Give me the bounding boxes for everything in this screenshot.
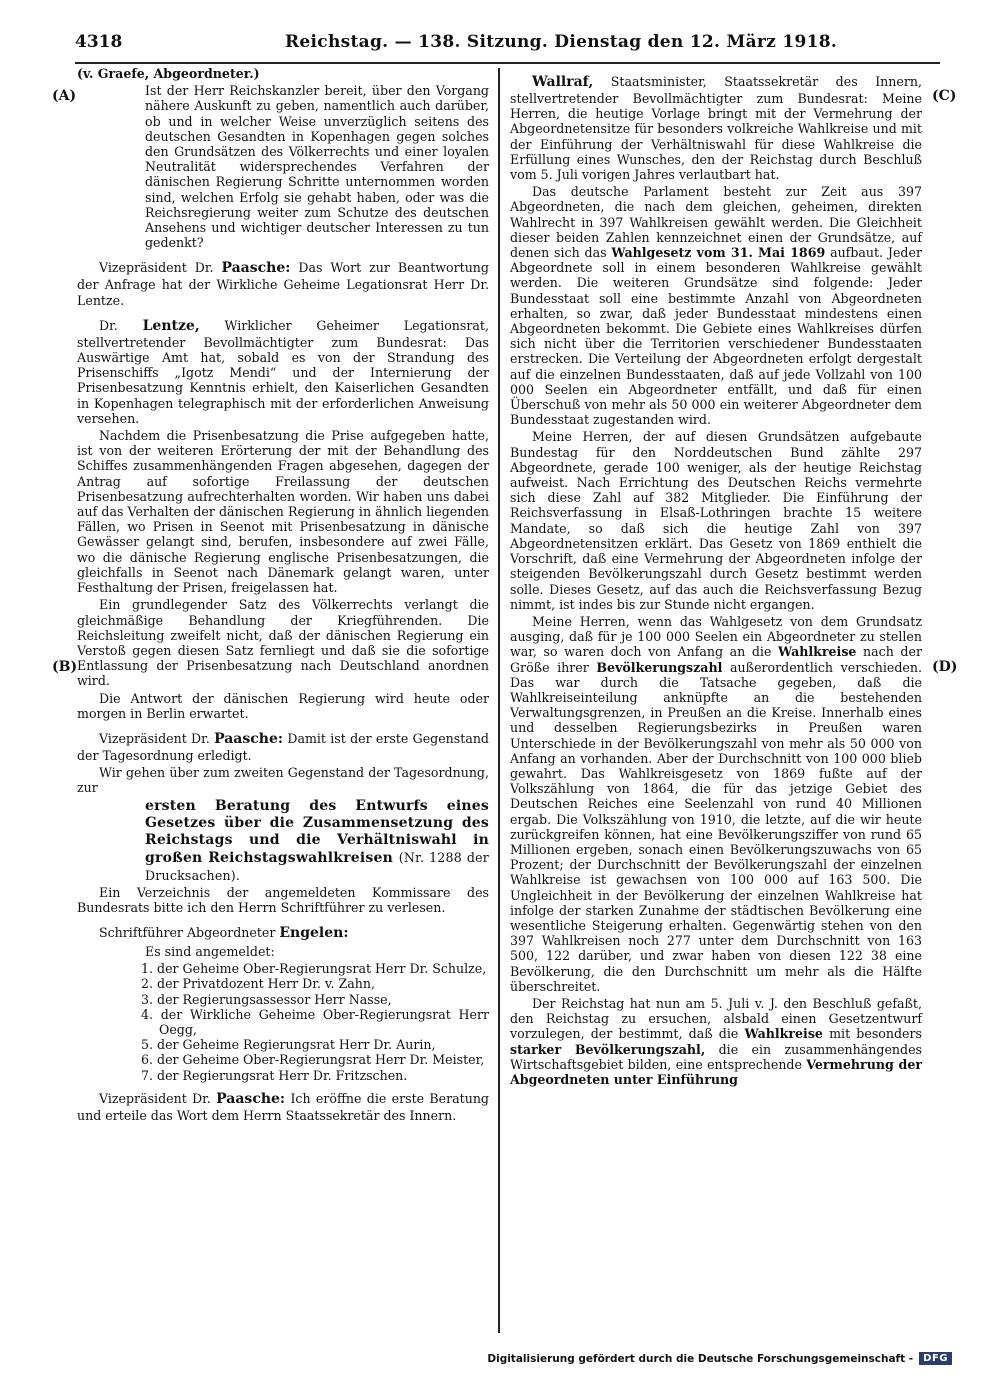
dfg-logo: DFG <box>919 1352 952 1365</box>
list-item: 6. der Geheime Ober-Regierungsrat Herr Dr. Meister, <box>141 1052 485 1068</box>
vp1-paragraph: Vizepräsident Dr. Paasche: Das Wort zur Beantwortung der Anfrage hat der Wirkliche Geheime Legationsrat Herr Dr. Lentze. <box>77 260 489 308</box>
page-number: 4318 <box>75 32 123 52</box>
right-paragraph-5: Der Reichstag hat nun am 5. Juli v. J. den Beschluß gefaßt, den Reichstag zu ersuchen, alsbald einen Gesetzentwurf vorzulegen, der bestimmt, daß die Wahlkreise mit besonders starker Bevölkerungszahl, die ein zusammenhängendes Wirtschaftsgebiet bilden, eine entsprechende Vermehrung der Abgeordneten unter Einführung <box>510 995 922 1087</box>
schriftfuehrer-paragraph: Schriftführer Abgeordneter Engelen: <box>99 924 349 941</box>
speaker-name: Engelen: <box>279 924 349 941</box>
vp3-paragraph: Vizepräsident Dr. Paasche: Ich eröffne die erste Beratung und erteile das Wort dem Herrn Staatssekretär des Innern. <box>77 1090 489 1123</box>
margin-mark-d: (D) <box>932 659 958 675</box>
vp2-paragraph-2: Wir gehen über zum zweiten Gegenstand der Tagesordnung, zur <box>77 765 489 796</box>
lentze-paragraph-4: Die Antwort der dänischen Regierung wird heute oder morgen in Berlin erwartet. <box>77 690 489 721</box>
left-column <box>77 66 489 1125</box>
margin-mark-a: (A) <box>52 88 77 104</box>
page-header <box>75 32 940 60</box>
margin-mark-c: (C) <box>932 88 957 104</box>
right-paragraph-3: Meine Herren, der auf diesen Grundsätzen aufgebaute Bundestag für den Norddeutschen Bund zählte 297 Abgeordnete, gerade 100 weniger, als der heutige Reichstag aufweist. Nach Errichtung des Deutschen Reichs vermehrte sich diese Zahl auf 382 Mitglieder. Die Einführung der Reichsverfassung in Elsaß-Lothringen brachte 15 weitere Mandate, so daß sich die heutige Zahl von 397 Abgeordnetensitzen erklärt. Das Gesetz von 1869 enthielt die Vorschrift, daß eine Vermehrung der Abgeordneten infolge der steigenden Bevölkerungszahl durch Gesetz bestimmt werden solle. Dieses Gesetz, auf das auch die Reichsverfassung Bezug nimmt, ist indes bis zur Stunde nicht ergangen. <box>510 429 922 612</box>
list-item: 1. der Geheime Ober-Regierungsrat Herr Dr. Schulze, <box>141 961 487 977</box>
vp2-paragraph-3: Ein Verzeichnis der angemeldeten Kommissare des Bundesrats bitte ich den Herrn Schriftführer zu verlesen. <box>77 884 489 915</box>
right-column <box>510 74 922 1089</box>
running-title: Reichstag. — 138. Sitzung. Dienstag den 12. März 1918. <box>285 32 838 52</box>
speaker-name: Wallraf, <box>532 74 594 90</box>
margin-mark-b: (B) <box>52 659 78 675</box>
list-item: 4. der Wirkliche Geheime Ober-Regierungsrat Herr Oegg, <box>141 1006 489 1037</box>
lentze-paragraph-2: Nachdem die Prisenbesatzung die Prise aufgegeben hatte, ist von der weiteren Erörterung der mit der Behandlung des Schiffes zusammenhängenden Fragen abgesehen, dagegen der Antrag auf sofortige Freilassung der deutschen Prisenbesatzung aufrechterhalten worden. Wir haben uns dabei auf das Verhalten der dänischen Regierung in ähnlich liegenden Fällen, wo Prisen in Seenot mit Prisenbesatzung in dänische Gewässer gelangt sind, berufen, insbesondere auf zwei Fälle, wo die dänische Regierung englische Prisenbesatzungen, die gleichfalls in Seenot nach Dänemark gelangt waren, unter Festhaltung der Prisen, freigelassen hat. <box>77 428 489 596</box>
speaker-tag: (v. Graefe, Abgeordneter.) <box>77 66 260 81</box>
list-item: 5. der Geheime Regierungsrat Herr Dr. Aurin, <box>141 1037 436 1053</box>
speaker-name: Paasche: <box>221 260 291 277</box>
wallraf-paragraph: Wallraf, Staatsminister, Staatssekretär des Innern, stellvertretender Bevollmächtigter zum Bundesrat: Meine Herren, die heutige Vorlage bringt mit der Vermehrung der Abgeordnetensitze für besonders volkreiche Wahlkreise und mit der Einführung der Verhältniswahl für diese Wahlkreise die Erfüllung eines Wunsches, den der Reichstag durch Beschluß vom 5. Juli vorigen Jahres verlautbart hat. <box>510 74 922 183</box>
speaker-name: Paasche: <box>214 730 284 747</box>
sf-intro: Es sind angemeldet: <box>145 943 275 959</box>
list-item: 2. der Privatdozent Herr Dr. v. Zahn, <box>141 976 375 992</box>
speaker-name: Paasche: <box>216 1090 286 1107</box>
column-divider <box>498 68 500 1333</box>
footer-credit <box>487 1352 952 1365</box>
speaker-name: Lentze, <box>142 317 200 334</box>
agenda-title: ersten Beratung des Entwurfs eines Gesetzes über die Zusammensetzung des Reichstags und die Verhältniswahl in großen Reichstagswahlkreisen (Nr. 1288 der Drucksachen). <box>145 797 490 883</box>
question-text: Ist der Herr Reichskanzler bereit, über den Vorgang nähere Auskunft zu geben, namentlich auch darüber, ob und in welcher Weise unverzüglich seitens des deutschen Gesandten in Kopenhagen gegen solches den Grundsätzen des Völkerrechts und einer loyalen Neutralität widersprechendes Verfahren der dänischen Regierung Schritte unternommen worden sind, welchen Erfolg sie gehabt haben, oder was die Reichsregierung weiter zum Schutze des deutschen Ansehens und wichtiger deutscher Interessen zu tun gedenkt? <box>145 83 489 251</box>
commissioner-list <box>77 961 489 1083</box>
lentze-paragraph-3: Ein grundlegender Satz des Völkerrechts verlangt die gleichmäßige Behandlung der Kriegführenden. Die Reichsleitung zweifelt nicht, daß der dänischen Regierung ein Verstoß gegen diesen Satz fernliegt und daß sie die sofortige Entlassung der Prisenbesatzung nach Deutschland anordnen wird. <box>77 597 489 689</box>
footer-text: Digitalisierung gefördert durch die Deutsche Forschungsgemeinschaft - <box>487 1352 914 1365</box>
right-paragraph-4: Meine Herren, wenn das Wahlgesetz von dem Grundsatz ausging, daß für je 100 000 Seelen ein Abgeordneter zu stellen war, so waren doch von Anfang an die Wahlkreise nach der Größe ihrer Bevölkerungszahl außerordentlich verschieden. Das war durch die Tatsache gegeben, daß die Wahlkreiseinteilung anknüpfte an die bestehenden Verwaltungsgrenzen, in Preußen an die Kreise. Innerhalb eines und desselben Regierungsbezirks in Preußen waren Unterschiede in der Bevölkerungszahl von mehr als 50 000 von Anfang an vorhanden. Aber der Durchschnitt von 100 000 blieb gewahrt. Das Wahlkreisgesetz von 1869 fußte auf der Volkszählung von 1864, die für das jetzige Gebiet des Deutschen Reiches eine Seelenzahl von rund 40 Millionen ergab. Die Volkszählung von 1910, die letzte, auf die wir heute zurückgreifen können, hat eine Bevölkerungsziffer von rund 65 Millionen ergeben, sonach einen Bevölkerungszuwachs von 65 Prozent; der Durchschnitt der Bevölkerungszahl der einzelnen Wahlkreise ist gewachsen von 100 000 auf 163 500. Die Ungleichheit in der Bevölkerung der einzelnen Wahlkreise hat infolge der starken Zunahme der städtischen Bevölkerung eine wesentliche Steigerung erhalten. Gegenwärtig stehen von den 397 Wahlkreisen noch 277 unter dem Durchschnitt von 163 500, 122 darüber, und zwar haben von diesen 122 38 eine Bevölkerung, die den Durchschnitt um mehr als die Hälfte überschreitet. <box>510 613 922 994</box>
lentze-paragraph-1: Dr. Lentze, Wirklicher Geheimer Legationsrat, stellvertretender Bevollmächtigter zum Bundesrat: Das Auswärtige Amt hat, sobald es von der Strandung des Prisenschiffs „Igotz Mendi“ und der Internierung der Prisenbesatzung Kenntnis erhielt, den Kaiserlichen Gesandten in Kopenhagen telegraphisch mit der erforderlichen Anweisung versehen. <box>77 317 489 426</box>
right-paragraph-2: Das deutsche Parlament besteht zur Zeit aus 397 Abgeordneten, die nach dem gleichen, geheimen, direkten Wahlrecht in 397 Wahlkreisen gewählt werden. Die Gleichheit dieser beiden Zahlen kennzeichnet einen der Grundsätze, auf denen sich das Wahlgesetz vom 31. Mai 1869 aufbaut. Jeder Abgeordnete soll in einem besonderen Wahlkreise gewählt werden. Die weiteren Grundsätze sind folgende: Jeder Bundesstaat soll eine bestimmte Anzahl von Abgeordneten erhalten, so zwar, daß jeder Bundesstaat mindestens einen Abgeordneten bekommt. Die Gebiete eines Wahlkreises dürfen sich nicht über die Territorien verschiedener Bundesstaaten erstrecken. Die Verteilung der Abgeordneten erfolgt dergestalt auf die einzelnen Bundesstaaten, daß auf jede Vollzahl von 100 000 Seelen ein Abgeordneter entfällt, und daß für einen Überschuß von mehr als 50 000 ein weiterer Abgeordneter dem Bundesstaat zugestanden wird. <box>510 184 922 428</box>
vp2-paragraph: Vizepräsident Dr. Paasche: Damit ist der erste Gegenstand der Tagesordnung erledigt. <box>77 730 489 763</box>
header-rule <box>75 62 940 64</box>
list-item: 7. der Regierungsrat Herr Dr. Fritzschen. <box>141 1067 408 1083</box>
list-item: 3. der Regierungsassessor Herr Nasse, <box>141 991 392 1007</box>
